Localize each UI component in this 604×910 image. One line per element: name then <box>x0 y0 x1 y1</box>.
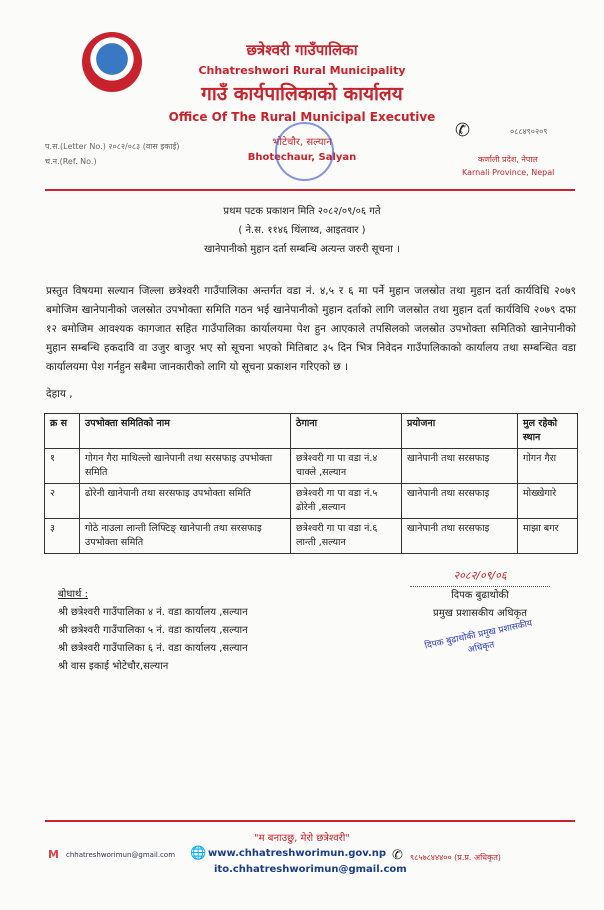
phone-icon: ✆ <box>392 848 403 863</box>
office-name-en: Office Of The Rural Municipal Executive <box>168 110 436 124</box>
cell: खानेपानी तथा सरसफाइ <box>402 484 518 519</box>
cell: ३ <box>45 519 80 554</box>
cell: छत्रेश्वरी गा पा वडा नं.४ चाक्ले ,सल्यान <box>291 449 402 484</box>
cell: ढोरेनी खानेपानी तथा सरसफाइ उपभोक्ता समिति <box>80 484 291 519</box>
place-np: भोटेचौर, सल्यान <box>272 137 332 148</box>
reference-number: च.न.(Ref. No.) <box>45 157 97 166</box>
col-sn: क्र स <box>45 414 80 449</box>
cc-item: श्री छत्रेश्वरी गाउँपालिका ५ नं. वडा कार्यालय ,सल्यान <box>58 625 248 636</box>
footer-website[interactable]: www.chhatreshworimun.gov.np <box>208 848 387 859</box>
signatory-name: दिपक बुढाथोकी <box>451 590 509 601</box>
cell: गोठे नाउला लान्ती लिफ्टिङ् खानेपानी तथा सरसफाइ उपभोक्ता समिति <box>80 519 291 554</box>
footer-email-ito[interactable]: ito.chhatreshworimun@gmail.com <box>214 864 407 875</box>
table-header-row <box>45 414 578 449</box>
notice-subject: खानेपानीको मुहान दर्ता सम्बन्धि अत्यन्त जरुरी सूचना । <box>204 244 400 255</box>
table-row <box>45 484 578 519</box>
table-row <box>45 519 578 554</box>
office-seal-stamp <box>275 122 334 181</box>
header-phone: ०८८४९०२०९ <box>510 127 548 136</box>
cc-list <box>58 586 248 676</box>
header-divider <box>45 189 575 191</box>
cell: खानेपानी तथा सरसफाइ <box>402 449 518 484</box>
phone-icon: ✆ <box>455 120 471 141</box>
cell: २ <box>45 484 80 519</box>
province-np: कर्णाली प्रदेश, नेपाल <box>478 155 538 164</box>
cell: १ <box>45 449 80 484</box>
footer-email[interactable]: chhatreshworimun@gmail.com <box>66 851 176 859</box>
gmail-icon: M <box>48 848 59 861</box>
globe-icon: 🌐 <box>190 846 207 861</box>
col-address: ठेगाना <box>291 414 402 449</box>
cell: मोख्खेगारे <box>518 484 578 519</box>
cc-item: श्री वास इकाई भोटेचौर,सल्यान <box>58 661 169 672</box>
province-en: Karnali Province, Nepal <box>462 168 555 177</box>
cell: गोगन गैरा <box>518 449 578 484</box>
cc-title: बोधार्थ : <box>58 589 88 600</box>
handwritten-signature: २०८२/०९/०६ <box>453 569 507 582</box>
col-source-location: मुल रहेको स्थान <box>518 414 578 449</box>
col-committee-name: उपभोक्ता समितिको नाम <box>80 414 291 449</box>
municipality-name-np: छत्रेश्वरी गाउँपालिका <box>246 41 358 59</box>
footer-motto: "म बनाउछु, मेरो छत्रेश्वरी" <box>254 833 350 844</box>
place-en: Bhotechaur, Salyan <box>247 152 357 163</box>
table-row <box>45 449 578 484</box>
col-purpose: प्रयोजना <box>402 414 518 449</box>
signatory-title: प्रमुख प्रशासकीय अधिकृत <box>433 608 527 619</box>
footer-divider <box>45 820 575 822</box>
letter-number: प.स.(Letter No.) २०८२/०८३ (वास इकाई) <box>45 142 180 151</box>
municipality-name-en: Chhatreshwori Rural Municipality <box>198 64 406 77</box>
publication-date: प्रथम पटक प्रकाशन मिति २०८२/०९/०६ गते <box>223 206 381 217</box>
nepal-sambat-date: ( ने.स. ११४६ थिंलाथ्व, आइतवार ) <box>238 225 366 236</box>
cell: छत्रेश्वरी गा पा वडा नं.५ ढोरेनी ,सल्यान <box>291 484 402 519</box>
cc-item: श्री छत्रेश्वरी गाउँपालिका ४ नं. वडा कार्यालय ,सल्यान <box>58 607 248 618</box>
dehay-label: देहाय , <box>46 388 73 400</box>
footer-phone: ९८५७८४४४०० (प्र.प्र. अधिकृत) <box>410 853 501 862</box>
cc-item: श्री छत्रेश्वरी गाउँपालिका ६ नं. वडा कार्यालय ,सल्यान <box>58 643 248 654</box>
cell: गोगन गैरा माथिल्लो खानेपानी तथा सरसफाइ उपभोक्ता समिति <box>80 449 291 484</box>
name-stamp: दिपक बुढाथोकी प्रमुख प्रशासकीय अधिकृत <box>423 618 534 656</box>
committee-table <box>44 413 578 554</box>
cell: माझा बगर <box>518 519 578 554</box>
cc-and-signature <box>44 568 578 676</box>
office-name-np: गाउँ कार्यपालिकाको कार्यालय <box>201 83 403 105</box>
cell: छत्रेश्वरी गा पा वडा नं.६ लान्ती ,सल्यान <box>291 519 402 554</box>
notice-content <box>44 282 578 676</box>
signature-block <box>400 568 560 676</box>
cell: खानेपानी तथा सरसफाइ <box>402 519 518 554</box>
notice-body: प्रस्तुत विषयमा सल्यान जिल्ला छत्रेश्वरी गाउँपालिका अन्तर्गत वडा नं. ४,५ र ६ मा पर्ने मुहान जलस्रोत तथा मुहान दर्ता कार्यविधि २०७९ बमोजिम खानेपानीको जलस्रोत उपभोक्ता समिति गठन भई खानेपानीको मुहान दर्ताको लागि जलस्रोत तथा मुहान दर्ता कार्यविधि २०७९ दफा १२ बमोजिम आवश्यक कागजात सहित गाउँपालिका कार्यालयमा पेश हुन आएकाले तपसिलको जलस्रोत उपभोक्ता समितिको खानेपानीको मुहान सम्बन्धि हकदावि वा उजुर बाजुर भए सो सूचना भएको मितिबाट ३५ दिन भित्र निवेदन गाउँपालिकाको कार्यालय तथा सम्बन्धित वडा कार्यालयमा पेश गर्नहुन सबैमा जानकारीको लागि यो सूचना प्रकाशन गरिएको छ । <box>46 285 576 373</box>
